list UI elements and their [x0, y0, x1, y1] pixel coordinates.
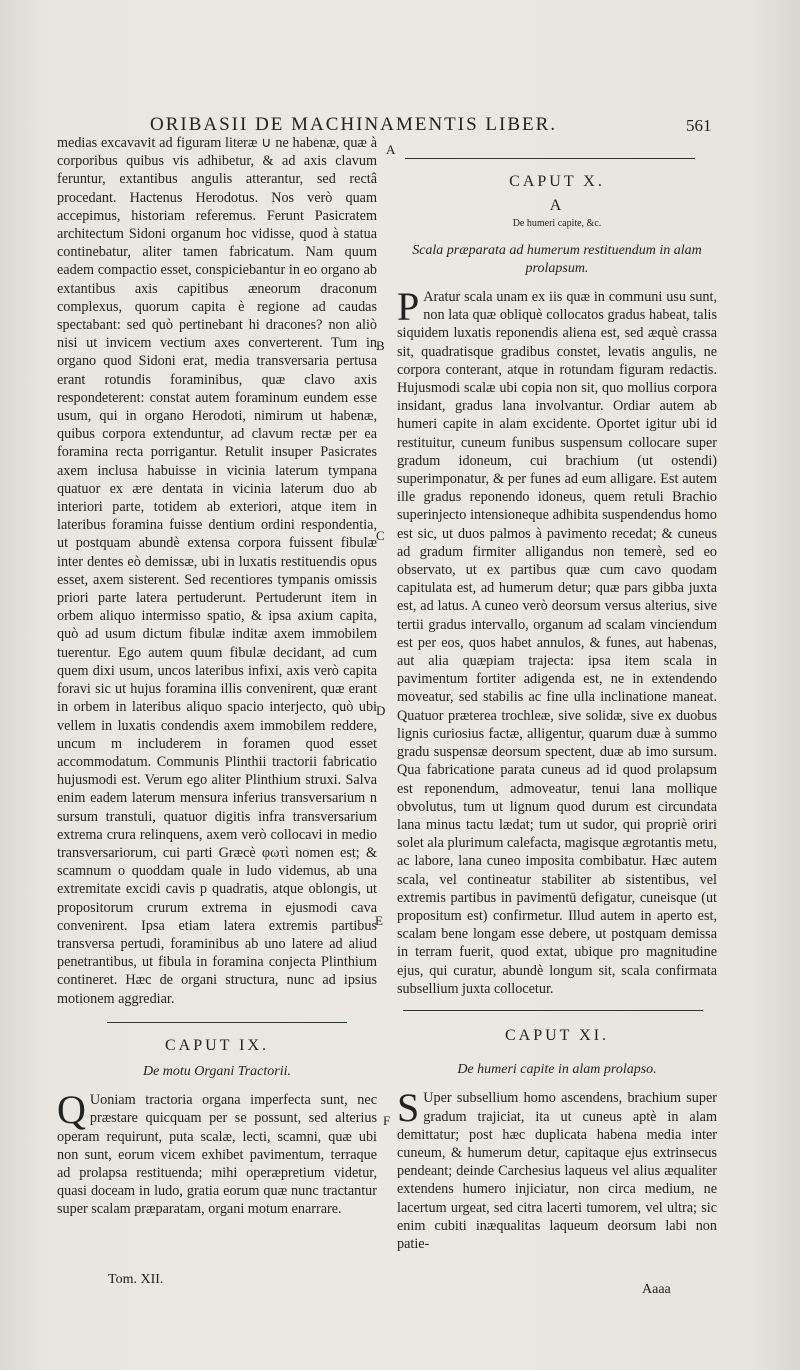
chapter-10-small: De humeri capite, &c. — [512, 218, 602, 230]
margin-letter-d: D — [376, 703, 386, 718]
chapter-11-paragraph — [397, 1085, 717, 1253]
chapter-9-text: Uoniam tractoria organa imperfecta sunt, nec præstare quicquam per se possunt, sed alterius operam requirunt, puta scalæ, lecti, scamni, quæ ubi non sunt, eorum vicem exhibet pavimentum, terraque ad prolapsa restituenda; mihi operæpretium videtur, quasi doceam in ludo, gratia eorum quæ nunc tractantur super scalam præparatam, organi motum enarrare. — [57, 1092, 377, 1218]
margin-letter-c: C — [376, 528, 385, 543]
margin-letter-e: E — [375, 913, 383, 928]
right-column — [397, 158, 717, 1253]
chapter-10-dropcap: P — [397, 284, 420, 330]
margin-letter-b: B — [376, 338, 385, 353]
chapter-9-paragraph — [57, 1087, 377, 1218]
chapter-9-title: CAPUT IX. — [164, 1036, 270, 1054]
running-head: ORIBASII DE MACHINAMENTIS LIBER. — [150, 114, 558, 135]
page-number: 561 — [686, 116, 712, 135]
chapter-10-text: Aratur scala unam ex iis quæ in communi usu sunt, non lata quæ obliquè collocatos gradus habeat, talis siquidem luxatis reponendis aliena est, sed æquè crassa sit, quadratisque gradibus constet, levatis angulis, ne corpora conterant, atque in rotundam figuram redactis. Hujusmodi scalæ ubi copia non sit, quo mollius corpora insidant, gradus lana involvantur. Ordiar autem ab humeri capite in alam excidente. Oportet igitur ubi id restituitur, cuneum funibus suspensum collocare super gradum idoneum, cui brachium (ut ostendi) superimponatur, & per funes ad eum alligare. Est autem ille gradus reponendo idoneus, quem retuli Brachio superinjecto intensioneque adhibita suspendendus homo est sic, ut duos palmos à pavimento recedat; & cuneus ad gradum firmiter alligandus non temerè, sed eo observato, ut ex partibus quæ cum cavo quodam capitulata est, ad humerum detur; quæ pars gibba juxta est, ad latus. A cuneo verò deorsum versus alterius, sive tertii gradus intervallo, organum ad scalam vinciendum est per eos, quos habet annulos, & funes, aut habenas, aut alia quæpiam trajecta: ipsa item scala in pavimentum fortiter adigenda est, ne in extendendo moveatur, sed stabilis ac fine ulla inclinatione maneat. Quatuor præterea trochleæ, sive solidæ, sive ex duobus lignis curiosius factæ, alligentur, quarum duæ à summo gradu suspensæ deorsum spectent, duæ ab imo sursum. Qua fabricatione parata cuneus ad id quod prolapsum est reponendum, admoveatur, tenui lana mollique obvolutus, tum ut lignum quod durum est circundata lana minus tactu lædat; tum ut sudor, qui propriè oriri solet ala plurimum calefacta, magisque ægrotantis metu, ac labore, lana cuneo imposita combibatur. Hæc autem scala, vel contineatur stabiliter ab sistentibus, vel extremis partibus in pavimentū defigatur, cuneisque (ut propositum est) confirmetur. Illud autem in aperto est, scalam bene longam esse debere, ut postquam demissa in terram fuerit, quod extat, ubique pro magnitudine ejus, qui curatur, abundè longum sit, scala confirmata subsellium juxta collocetur. — [397, 289, 717, 997]
chapter-10-title: CAPUT X. — [509, 173, 605, 190]
chapter-11-dropcap: S — [397, 1085, 420, 1131]
chapter-11-title: CAPUT XI. — [504, 1026, 610, 1044]
volume-footer: Tom. XII. — [108, 1272, 164, 1287]
chapter-9-dropcap: Q — [57, 1087, 86, 1133]
left-column — [57, 134, 377, 1219]
chapter-10-letter: A — [549, 197, 565, 215]
left-text-top: medias excavavit ad figuram literæ ∪ ne habenæ, quæ à corporibus quibus vis adhibetur, & ad axis clavum feruntur, extantibus angulis atterantur, sed rectâ procedant. Hactenus Herodotus. Nos verò quam accepimus, historiam referemus. Ferunt Pasicratem architectum Sidoni organum hoc vidisse, quod à statua continebatur, aliter tamen fabricatum. Nam quum eadem compactio esset, conspiciebantur in eo organo ab extantibus axis capitibus æneorum draconum complexus, quorum capita è regione ad caudas spectabant: sed quò pertinebant hi dracones? non aliò nisi ut invicem vectium axes converterent. Tum in organo quod Sidoni erat, media transversaria pertusa erant rotundis foraminibus, quæ clavo axis respondeterent: constat autem foraminum eundem esse usum, qui in organo Herodoti, nimirum ut habenæ, quibus corpora extenduntur, ad clavum rectæ per ea foramina recta porrigantur. Retulit insuper Pasicrates axem inclusa habuisse in vicinia laterum tympana quatuor ex ære dentata in vicinia laterum duo ab interiori parte, totidem ab exteriori, atque item in lateribus foramina fuisse dentium ordini respondentia, ut postquam abundè extensa corpora fuissent fibulæ inter dentes eò demissæ, ubi in luxatis restituendis opus esset, axem sisterent. Sed recentiores tympanis omissis priori parte latera pertuderunt. Pertuderunt item in orbem aliquo intermisso spatio, & ipsa axium capita, quò ad usum dictum fibulæ inditæ axem immobilem tuerentur. Ego autem quum fibulæ decidant, ad cum quem dixi usum, uncos lateribus infixi, axis verò capita foravi sic ut hujus foramina illis convenirent, quæ erant in orbem in lateribus aliquo spacio interjecto, quò ubi vellem in luxatis condendis axem immobilem reddere, uncum m includerem in foramen quod esset accommodatum. Communis Plinthii tractorii fabricatio hujusmodi est. Verum ego aliter Plinthium struxi. Salva enim eadem laterum mensura inferius transversarium n sursum transtuli, quatuor digitis infra transversarium extrema crura relinquens, axem verò collocavi in medio transversariorum, cui parti Græcè φωτὶ nomen est; & scamnum o quoddam quale in ludo videmus, ab una extremitate excidi cavis p quadratis, atque oblongis, ut propositorum crurum extrema in ejusmodi cava convenirent. Ipsa etiam latera extremis partibus transversa pertudi, foraminibus ab uno latere ad aliud penetrantibus, ut fibula in foramina conjecta Plinthium contineret. Hæc de organi structura, nunc ad ipsius motionem aggrediar. — [57, 135, 377, 1007]
signature-mark: Aaaa — [642, 1282, 671, 1297]
chapter-11-text: Uper subsellium homo ascendens, brachium super gradum trajiciat, ita ut cuneus aptè in alam demittatur; post hæc duplicata habena media inter cuneum, & humerum detur, capitaque ejus extrinsecus pendeant; deinde Carchesius laqueus vel alius æqualiter extendens humero injiciatur, non circa medium, ne lacertum urgeat, sed citra lacerti tumorem, vel ultra; sic enim cubiti inæqualitas laqueum deorsum labi non patie- — [397, 1090, 717, 1252]
margin-letter-f: F — [383, 1113, 391, 1128]
chapter-10-paragraph — [397, 284, 717, 998]
chapter-11-subtitle: De humeri capite in alam prolapso. — [457, 1062, 657, 1078]
chapter-9-subtitle: De motu Organi Tractorii. — [142, 1063, 292, 1079]
margin-letter-a: A — [386, 142, 396, 157]
chapter-10-subtitle: Scala præparata ad humerum restituendum in alam prolapsum. — [412, 242, 702, 276]
